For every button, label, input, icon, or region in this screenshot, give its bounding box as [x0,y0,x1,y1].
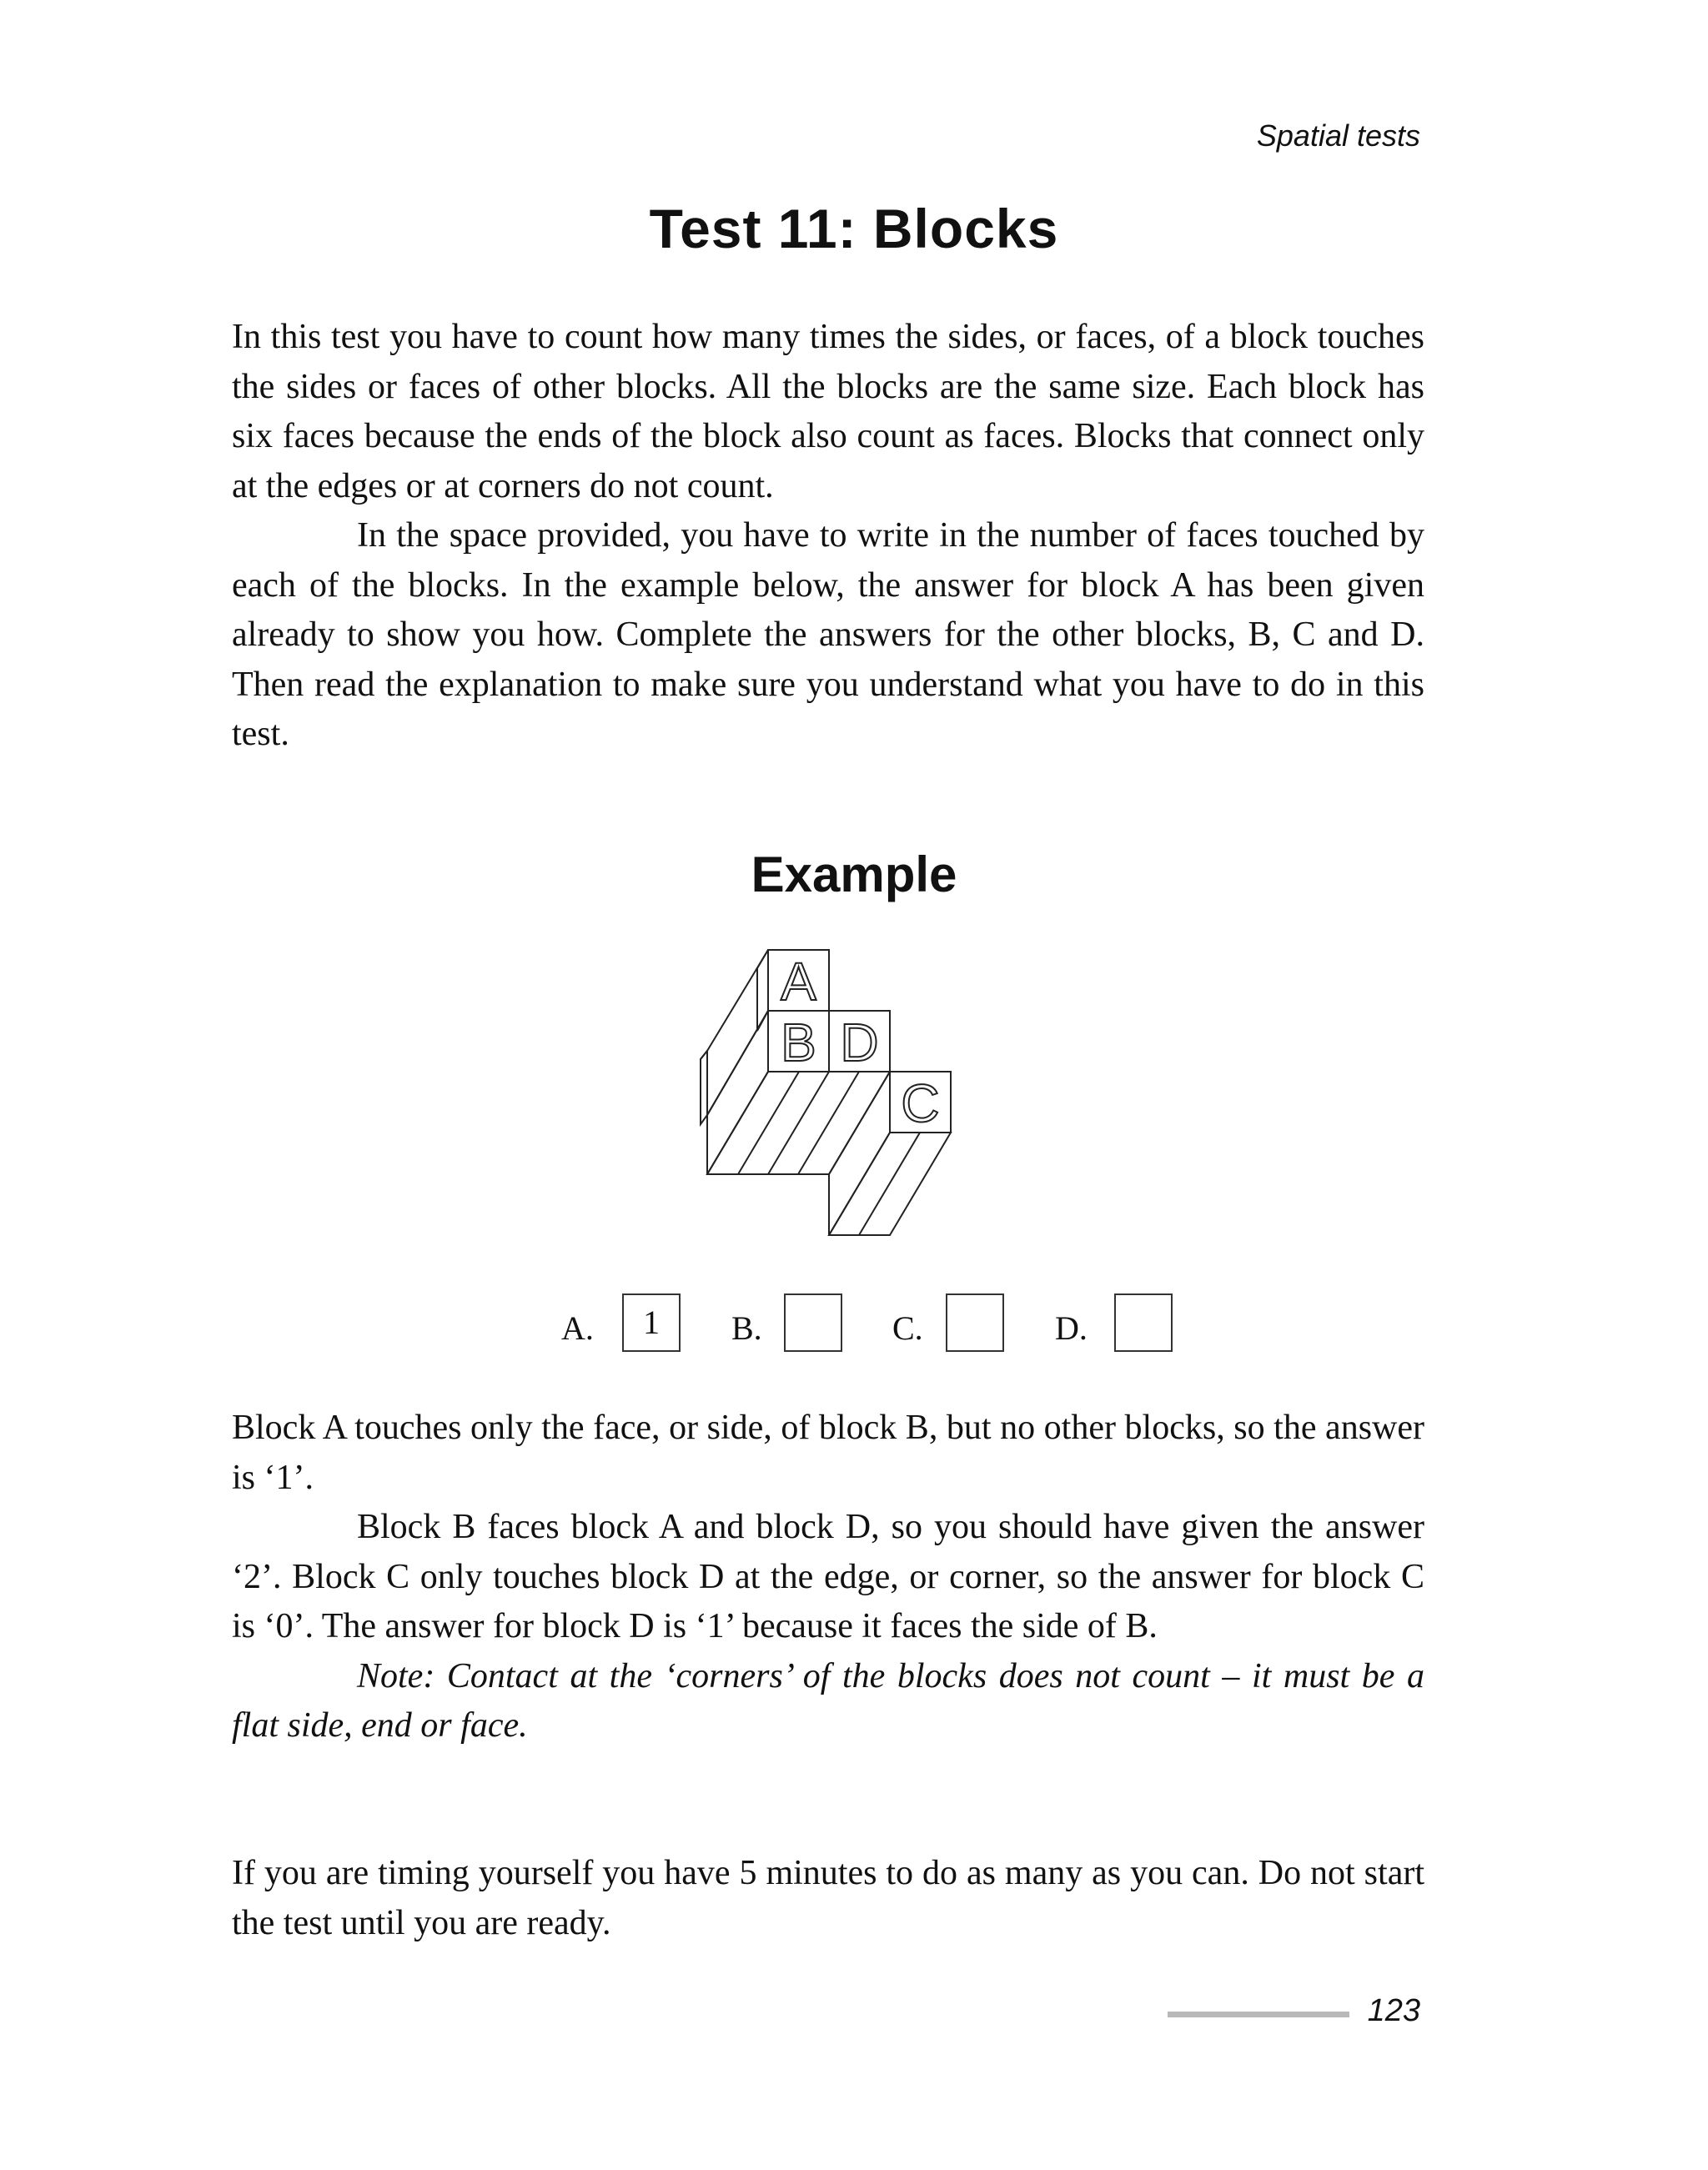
explanation-paragraph-1: Block A touches only the face, or side, of block B, but no other blocks, so the answer is ‘1’. [232,1409,1424,1497]
answer-label-b: B. [731,1309,762,1347]
intro-paragraph-1: In this test you have to count how many times the sides, or faces, of a block touches the sides or faces of other blocks. All the blocks are the same size. Each block has six faces because the ends of the block also count as faces. Blocks that connect only at the edges or at corners do not count. [232,318,1424,505]
timing-text [232,1849,1424,1948]
explanation-text [232,1404,1424,1751]
answer-label-d: D. [1055,1309,1088,1347]
footer-rule [1168,2012,1349,2017]
timing-paragraph: If you are timing yourself you have 5 minutes to do as many as you can. Do not start the test until you are ready. [232,1854,1424,1942]
intro-text [232,313,1424,760]
block-label-d: D [840,1012,879,1072]
intro-paragraph-2: In the space provided, you have to write in the number of faces touched by each of the blocks. In the example below, the answer for block A has been given already to show you how. Complete the answers for the other blocks, B, C and D. Then read the explanation to make sure you understand what you have to do in this test. [232,516,1424,753]
block-label-a: A [781,952,816,1012]
answer-box-a[interactable]: 1 [622,1293,681,1352]
answer-label-a: A. [561,1309,594,1347]
running-head: Spatial tests [1256,118,1420,153]
answer-row [0,1293,1708,1360]
explanation-paragraph-2: Block B faces block A and block D, so you should have given the answer ‘2’. Block C only touches block D at the edge, or corner, so the answer for block C is ‘0’. The answer for block D is ‘1’ because it faces the side of B. [232,1508,1424,1645]
answer-box-c[interactable] [946,1293,1004,1352]
page-title: Test 11: Blocks [649,198,1059,259]
block-label-c: C [901,1073,940,1133]
block-label-b: B [781,1012,816,1072]
explanation-note: Note: Contact at the ‘corners’ of the blocks does not count – it must be a flat side, end or face. [232,1656,1424,1745]
block-a-side [707,950,768,1115]
blocks-diagram [699,949,957,1237]
answer-box-b[interactable] [784,1293,842,1352]
answer-label-c: C. [892,1309,923,1347]
answer-box-d[interactable] [1114,1293,1173,1352]
page-number: 123 [1367,1993,1420,2028]
example-heading: Example [751,846,957,902]
